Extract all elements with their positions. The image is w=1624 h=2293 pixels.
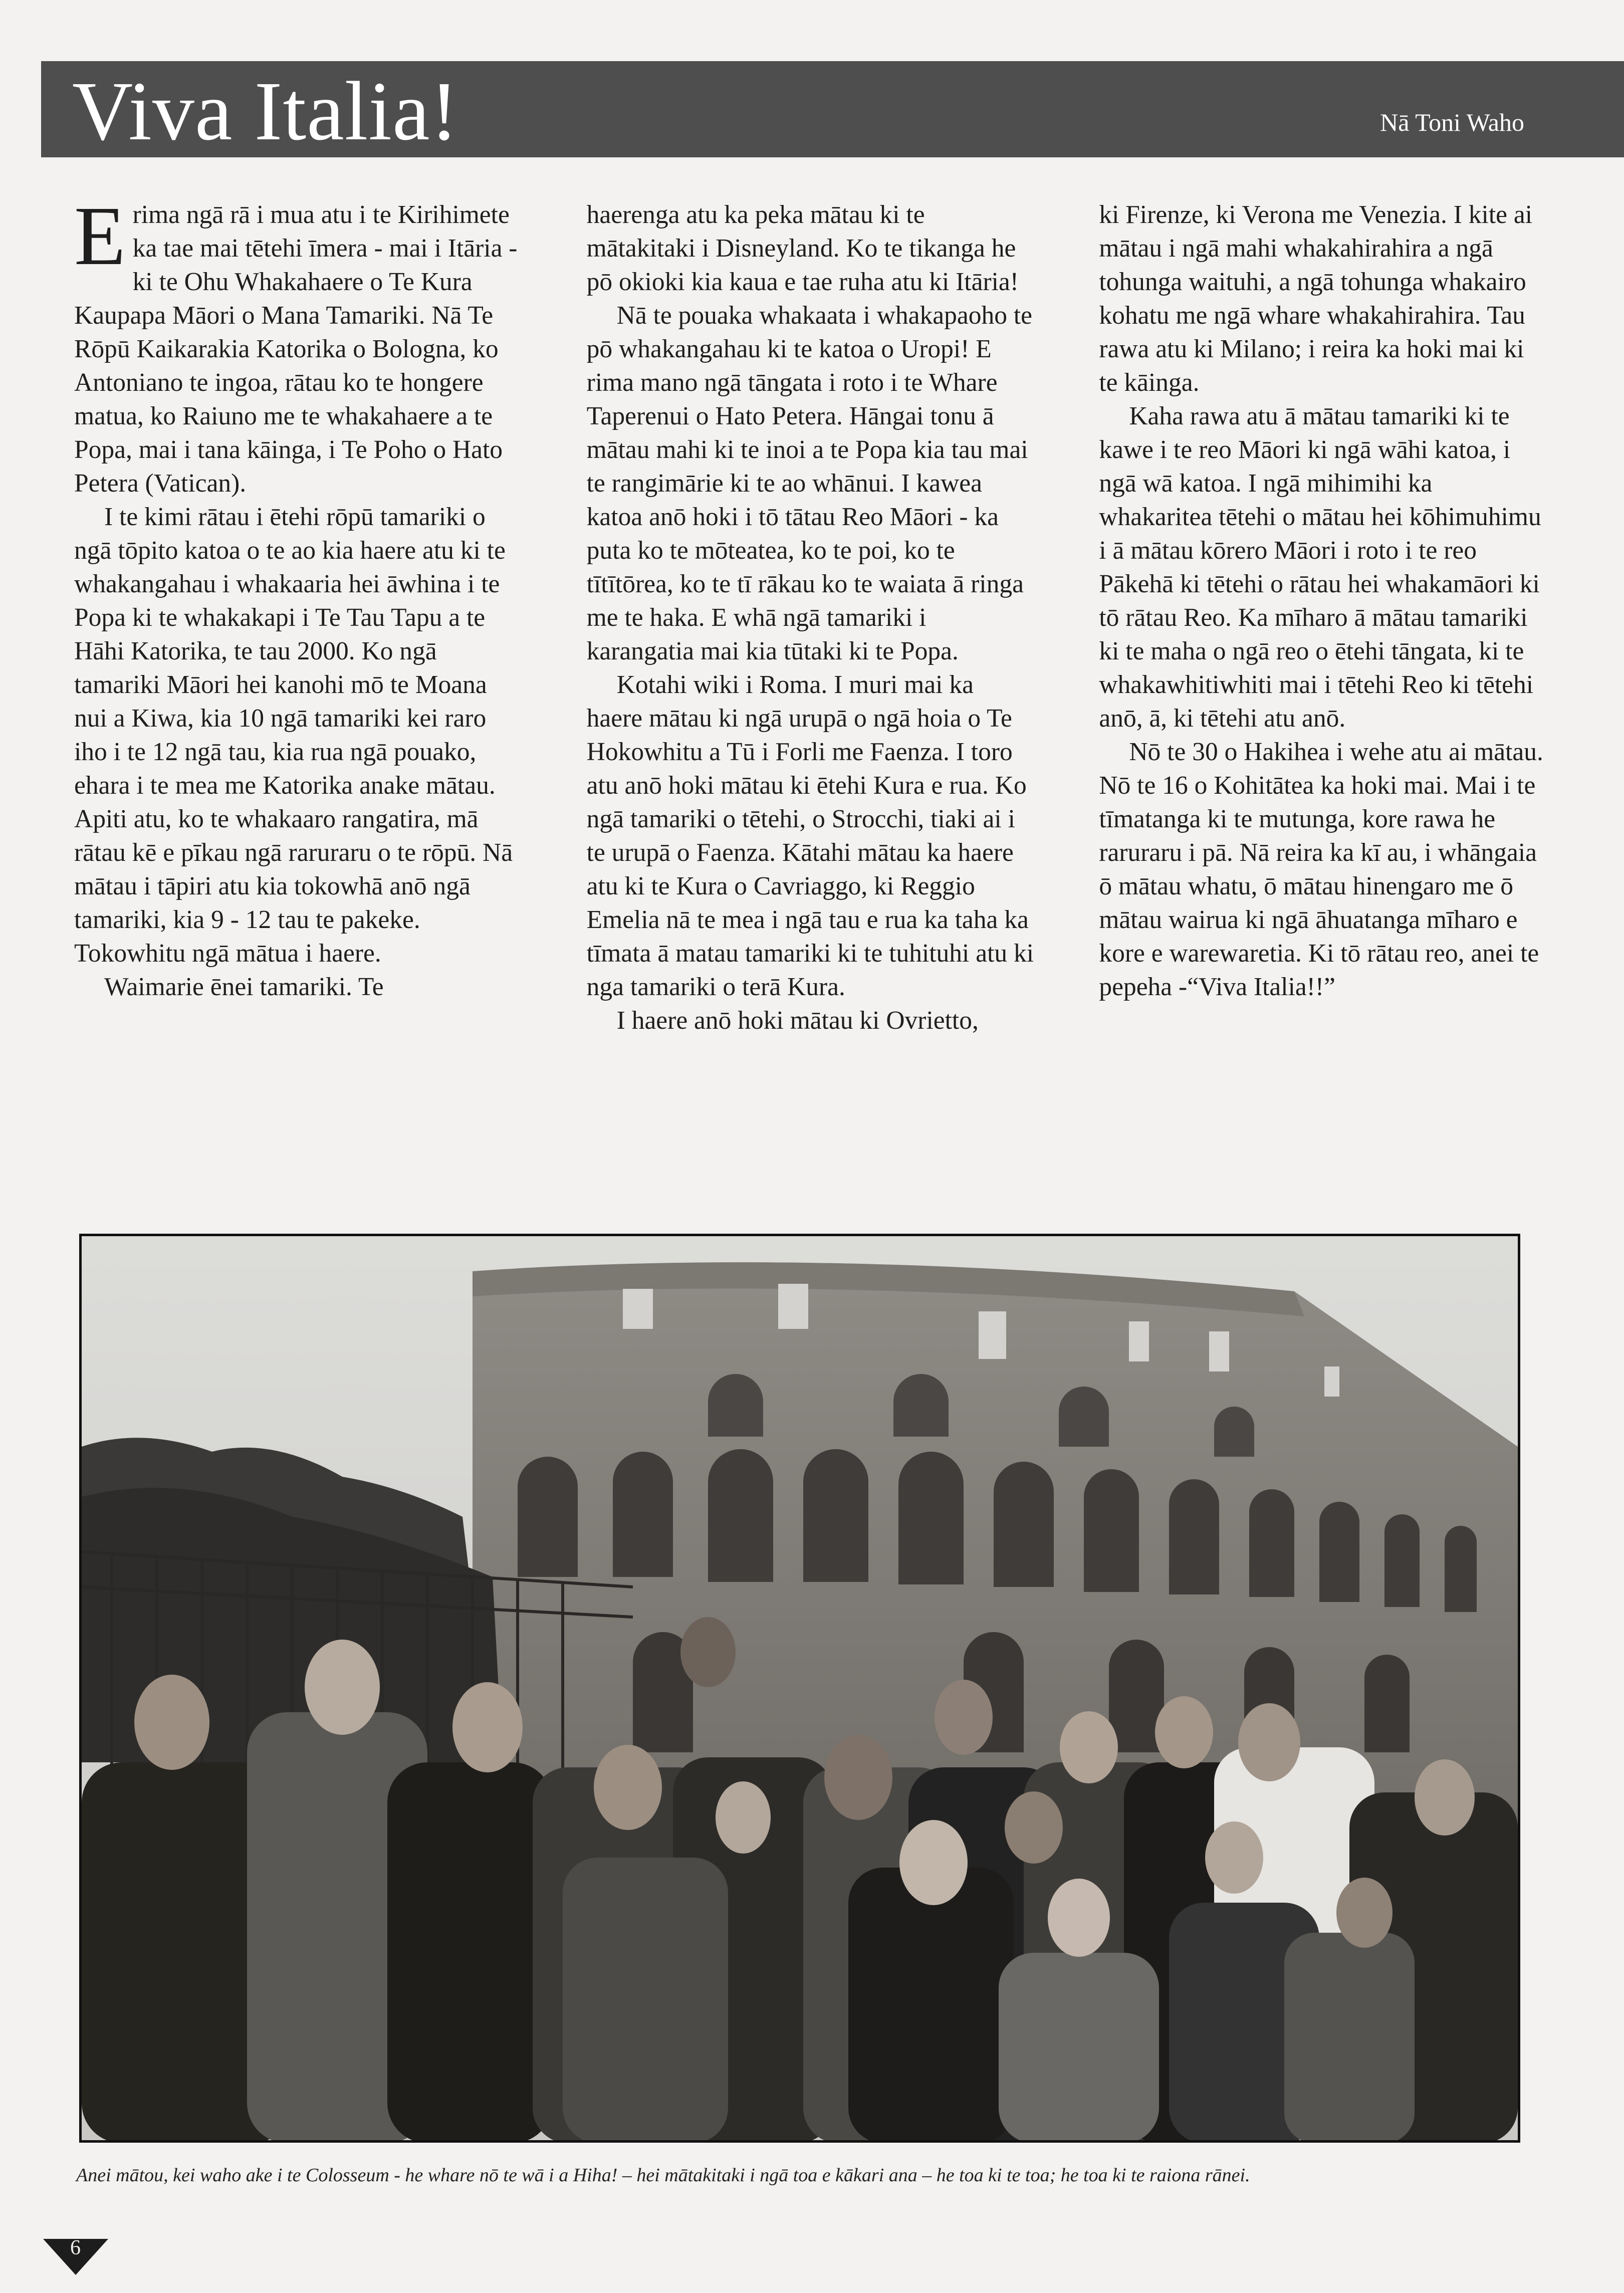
- article-column-2: [587, 198, 1035, 1175]
- photo-caption: Anei mātou, kei waho ake i te Colosseum - he whare nō te wā i a Hiha! – hei mātakitaki i ngā toa e kākari ana – he toa ki te toa; he toa ki te raiona rānei.: [76, 2165, 1250, 2186]
- paragraph: Waimarie ēnei tamariki. Te: [104, 973, 384, 1001]
- paragraph-text: rima ngā rā i mua atu i te Kirihimete ka tae mai tētehi īmera - mai i Itāria - ki te Ohu Whakahaere o Te Kura Kaupapa Māori o Mana Tamariki. Nā Te Rōpū Kaikarakia Katorika o Bologna, ko Antoniano te ingoa, rātau ko te hongere matua, ko Raiuno me te whakahaere a te Popa, mai i tana kāinga, i Te Poho o Hato Petera (Vatican).: [74, 200, 518, 498]
- paragraph: [74, 189, 523, 500]
- title-bar: [41, 61, 1624, 157]
- paragraph: Nō te 30 o Hakihea i wehe atu ai mātau. Nō te 16 o Kohitātea ka hoki mai. Mai i te tīmatanga ki te mutunga, kore rawa he raruraru i pā. Nā reira ka kī au, i whāngaia ō mātau whatu, ō mātau hinengaro me ō mātau wairua ki ngā āhuatanga mīharo e kore e warewaretia. Ki tō rātau reo, anei te pepeha -“Viva Italia!!”: [1099, 738, 1543, 1001]
- paragraph: haerenga atu ka peka mātau ki te mātakitaki i Disneyland. Ko te tikanga he pō okioki kia kaua e tae ruha atu ki Itāria!: [586, 200, 1019, 296]
- paragraph: ki Firenze, ki Verona me Venezia. I kite ai mātau i ngā mahi whakahirahira a ngā tohunga waituhi, a ngā tohunga whakairo kohatu me ngā whare whakahirahira. Tau rawa atu ki Milano; i reira ka hoki mai ki te kāinga.: [1099, 200, 1533, 397]
- author-byline: Nā Toni Waho: [1380, 108, 1524, 136]
- colosseum-group-illustration: [82, 1236, 1518, 2140]
- article-column-3: [1099, 198, 1547, 1175]
- group-photo: [79, 1234, 1520, 2143]
- page-number: 6: [70, 2236, 81, 2259]
- page-title: Viva Italia!: [72, 65, 459, 158]
- article-column-1: [74, 189, 523, 1175]
- paragraph: Nā te pouaka whakaata i whakapaoho te pō whakangahau ki te katoa o Uropi! E rima mano ngā tāngata i roto i te Whare Taperenui o Hato Petera. Hāngai tonu ā mātau mahi ki te inoi a te Popa kia tau mai te rangimārie ki te ao whānui. I kawea katoa anō hoki i tō tātau Reo Māori - ka puta ko te mōteatea, ko te poi, ko te tītītōrea, ko te tī rākau ko te waiata ā ringa me te haka. E whā ngā tamariki i karangatia mai kia tūtaki ki te Popa.: [586, 301, 1033, 665]
- paragraph: Kaha rawa atu ā mātau tamariki ki te kawe i te reo Māori ki ngā wāhi katoa, i ngā wā katoa. I ngā mihimihi ka whakaritea tētehi o mātau hei kōhimuhimu i ā mātau kōrero Māori i roto i te reo Pākehā ki tētehi o rātau hei whakamāori ki tō rātau Reo. Ka mīharo ā mātau tamariki ki te maha o ngā reo o ētehi tāngata, ki te whakawhitiwhiti mai i tētehi Reo ki tētehi anō, ā, ki tētehi atu anō.: [1099, 402, 1541, 733]
- drop-cap: E: [74, 189, 126, 283]
- paragraph: I te kimi rātau i ētehi rōpū tamariki o ngā tōpito katoa o te ao kia haere atu ki te whakangahau i whakaaria hei āwhina i te Popa ki te whakakapi i Te Tau Tapu a te Hāhi Katorika, te tau 2000. Ko ngā tamariki Māori hei kanohi mō te Moana nui a Kiwa, kia 10 ngā tamariki kei raro iho i te 12 ngā tau, kia rua ngā pouako, ehara i te mea me Katorika anake mātau. Apiti atu, ko te whakaaro rangatira, mā rātau kē e pīkau ngā raruraru o te rōpū. Nā mātau i tāpiri atu kia tokowhā anō ngā tamariki, kia 9 - 12 tau te pakeke. Tokowhitu ngā mātua i haere.: [74, 503, 513, 968]
- paragraph: I haere anō hoki mātau ki Ovrietto,: [616, 1006, 979, 1035]
- paragraph: Kotahi wiki i Roma. I muri mai ka haere mātau ki ngā urupā o ngā hoia o Te Hokowhitu a Tū i Forli me Faenza. I toro atu anō hoki mātau ki ētehi Kura e rua. Ko ngā tamariki o tētehi, o Strocchi, tiaki ai i te urupā o Faenza. Kātahi mātau ka haere atu ki te Kura o Cavriaggo, ki Reggio Emelia nā te mea i ngā tau e rua ka taha ka tīmata ā matau tamariki ki te tuhituhi atu ki nga tamariki o terā Kura.: [586, 670, 1034, 1001]
- article-body: [74, 189, 1547, 1175]
